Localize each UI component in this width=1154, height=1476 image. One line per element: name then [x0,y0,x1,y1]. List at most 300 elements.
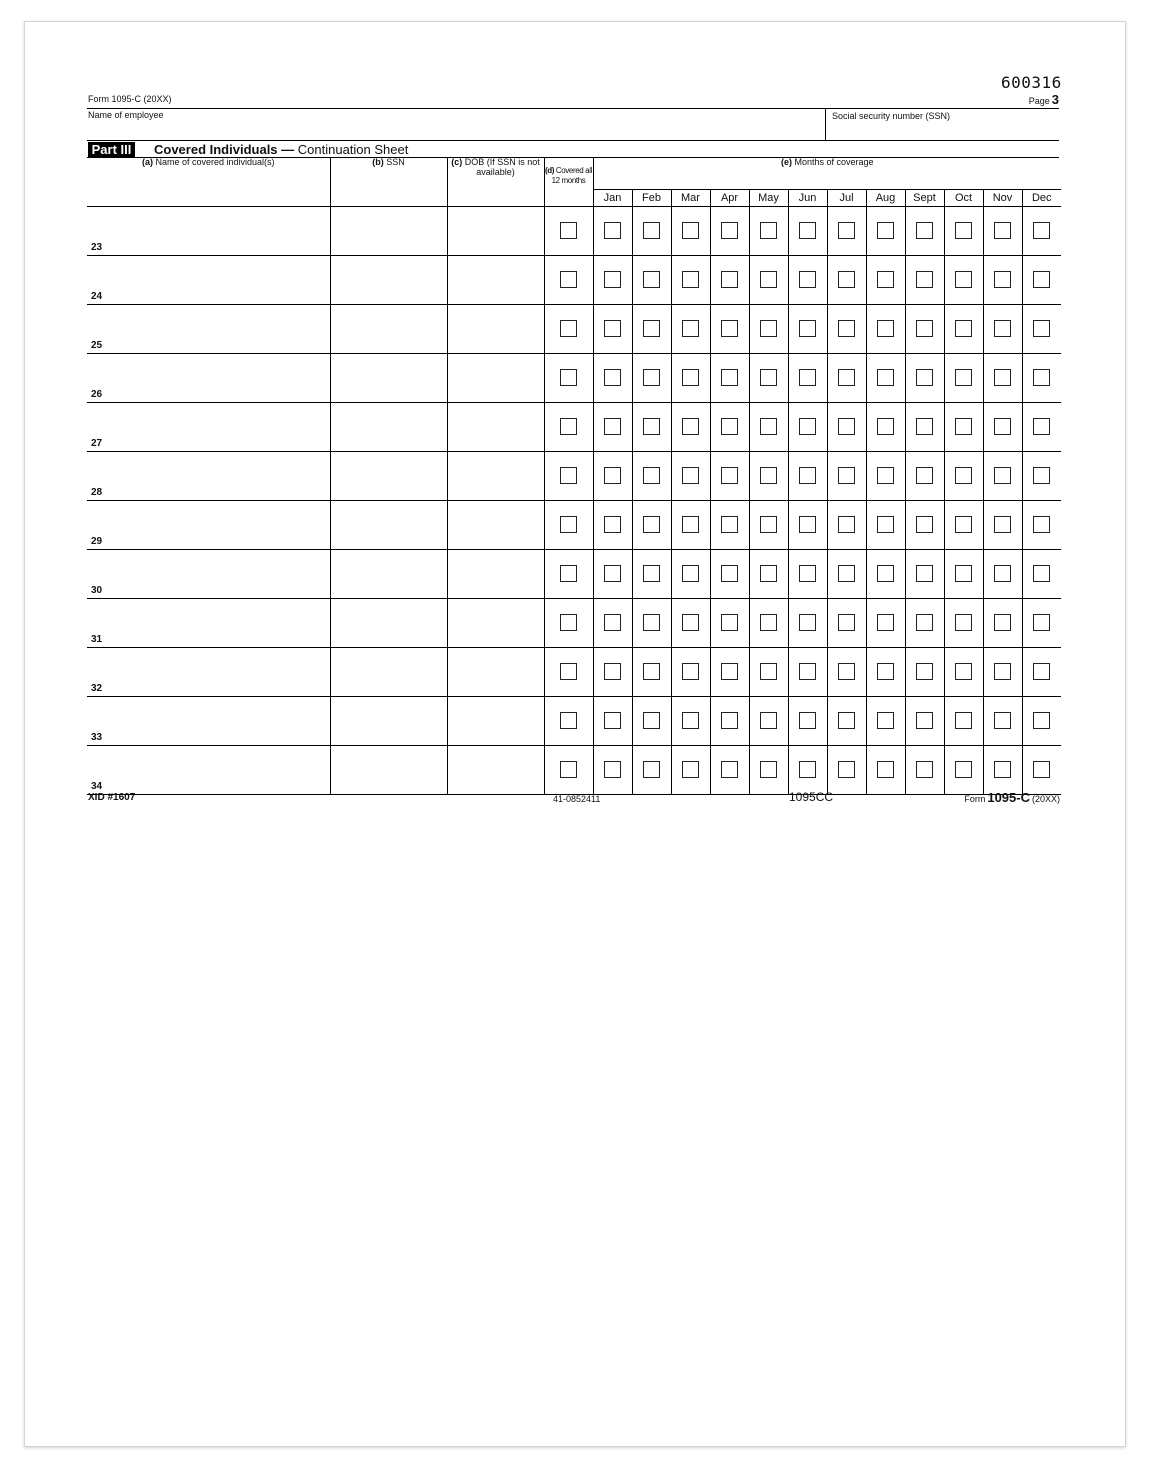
month-checkbox-dec[interactable] [1033,467,1050,484]
month-checkbox-nov[interactable] [994,369,1011,386]
month-cell-sept [905,647,944,696]
month-checkbox-sept[interactable] [916,467,933,484]
month-checkbox-dec[interactable] [1033,222,1050,239]
part-title-sub: Continuation Sheet [294,142,409,157]
month-checkbox-jan[interactable] [604,320,621,337]
month-cell-oct [944,451,983,500]
month-checkbox-oct[interactable] [955,320,972,337]
month-cell-apr [710,745,749,794]
month-cell-jun [788,745,827,794]
month-checkbox-apr[interactable] [721,222,738,239]
covered-name-field[interactable] [87,255,330,304]
covered-dob-field[interactable] [447,353,544,402]
month-cell-feb [632,206,671,255]
month-checkbox-jul[interactable] [838,565,855,582]
month-checkbox-jun[interactable] [799,663,816,680]
month-cell-apr [710,451,749,500]
month-checkbox-feb[interactable] [643,614,660,631]
covered-dob-field[interactable] [447,696,544,745]
month-checkbox-sept[interactable] [916,761,933,778]
month-checkbox-feb[interactable] [643,222,660,239]
month-checkbox-may[interactable] [760,565,777,582]
month-cell-jan [593,255,632,304]
month-cell-jul [827,500,866,549]
month-checkbox-jun[interactable] [799,320,816,337]
month-cell-apr [710,304,749,353]
month-checkbox-jan[interactable] [604,467,621,484]
month-checkbox-feb[interactable] [643,418,660,435]
month-checkbox-feb[interactable] [643,467,660,484]
month-cell-may [749,598,788,647]
month-checkbox-oct[interactable] [955,565,972,582]
month-checkbox-jan[interactable] [604,614,621,631]
column-header-months: (e) Months of coverage [593,157,1061,189]
covered-ssn-field[interactable] [330,402,447,451]
month-checkbox-jan[interactable] [604,418,621,435]
month-cell-nov [983,500,1022,549]
month-checkbox-nov[interactable] [994,320,1011,337]
month-cell-dec [1022,255,1061,304]
covered-dob-field[interactable] [447,255,544,304]
covered-dob-field[interactable] [447,451,544,500]
covered-all-12-checkbox[interactable] [560,222,577,239]
month-checkbox-may[interactable] [760,320,777,337]
column-header-ssn: (b) SSN [330,157,447,206]
covered-all-12-cell [544,402,593,451]
month-cell-jan [593,549,632,598]
month-checkbox-sept[interactable] [916,369,933,386]
month-checkbox-apr[interactable] [721,516,738,533]
month-checkbox-apr[interactable] [721,663,738,680]
month-checkbox-mar[interactable] [682,614,699,631]
month-header-jan: Jan [593,189,632,206]
month-checkbox-nov[interactable] [994,761,1011,778]
month-cell-oct [944,206,983,255]
month-cell-oct [944,402,983,451]
month-checkbox-nov[interactable] [994,222,1011,239]
month-checkbox-sept[interactable] [916,320,933,337]
table-row [87,255,1061,304]
covered-dob-field[interactable] [447,500,544,549]
covered-name-field[interactable] [87,206,330,255]
month-checkbox-mar[interactable] [682,369,699,386]
month-checkbox-sept[interactable] [916,712,933,729]
month-checkbox-nov[interactable] [994,614,1011,631]
month-checkbox-may[interactable] [760,271,777,288]
covered-name-field[interactable] [87,402,330,451]
month-checkbox-jun[interactable] [799,222,816,239]
month-checkbox-jun[interactable] [799,565,816,582]
page-number: 3 [1051,92,1059,107]
covered-all-12-checkbox[interactable] [560,565,577,582]
month-checkbox-aug[interactable] [877,516,894,533]
covered-name-field[interactable] [87,451,330,500]
month-cell-feb [632,696,671,745]
month-checkbox-jul[interactable] [838,369,855,386]
covered-ssn-field[interactable] [330,647,447,696]
month-cell-jan [593,500,632,549]
month-checkbox-oct[interactable] [955,271,972,288]
month-checkbox-nov[interactable] [994,565,1011,582]
month-cell-aug [866,745,905,794]
row-number: 25 [91,339,103,351]
month-checkbox-mar[interactable] [682,663,699,680]
covered-dob-field[interactable] [447,598,544,647]
month-cell-dec [1022,598,1061,647]
month-cell-may [749,745,788,794]
month-checkbox-aug[interactable] [877,320,894,337]
month-cell-apr [710,255,749,304]
month-checkbox-apr[interactable] [721,614,738,631]
month-cell-apr [710,500,749,549]
month-checkbox-jul[interactable] [838,761,855,778]
month-checkbox-may[interactable] [760,222,777,239]
month-checkbox-jul[interactable] [838,516,855,533]
month-checkbox-dec[interactable] [1033,614,1050,631]
month-checkbox-jul[interactable] [838,320,855,337]
form-reference: Form 1095-C (20XX) [88,94,172,104]
month-checkbox-nov[interactable] [994,418,1011,435]
month-cell-jun [788,206,827,255]
covered-dob-field[interactable] [447,647,544,696]
covered-name-field[interactable] [87,696,330,745]
month-cell-oct [944,696,983,745]
covered-ssn-field[interactable] [330,304,447,353]
covered-dob-field[interactable] [447,206,544,255]
month-checkbox-mar[interactable] [682,712,699,729]
covered-name-field[interactable] [87,647,330,696]
month-checkbox-aug[interactable] [877,761,894,778]
covered-all-12-cell [544,304,593,353]
month-checkbox-feb[interactable] [643,369,660,386]
month-checkbox-dec[interactable] [1033,516,1050,533]
month-checkbox-may[interactable] [760,418,777,435]
covered-dob-field[interactable] [447,549,544,598]
month-checkbox-apr[interactable] [721,418,738,435]
month-checkbox-jul[interactable] [838,271,855,288]
month-checkbox-jul[interactable] [838,222,855,239]
row-number: 33 [91,731,103,743]
month-cell-feb [632,745,671,794]
covered-ssn-field[interactable] [330,598,447,647]
month-checkbox-feb[interactable] [643,516,660,533]
month-checkbox-nov[interactable] [994,271,1011,288]
month-checkbox-feb[interactable] [643,663,660,680]
month-checkbox-aug[interactable] [877,418,894,435]
month-checkbox-jun[interactable] [799,761,816,778]
month-checkbox-nov[interactable] [994,516,1011,533]
month-checkbox-mar[interactable] [682,467,699,484]
covered-name-field[interactable] [87,598,330,647]
month-header-oct: Oct [944,189,983,206]
month-checkbox-oct[interactable] [955,516,972,533]
month-checkbox-jan[interactable] [604,761,621,778]
month-checkbox-jan[interactable] [604,565,621,582]
month-cell-jul [827,255,866,304]
month-checkbox-feb[interactable] [643,271,660,288]
covered-ssn-field[interactable] [330,696,447,745]
month-cell-jul [827,696,866,745]
month-checkbox-oct[interactable] [955,418,972,435]
employee-name-label: Name of employee [88,110,164,120]
month-checkbox-dec[interactable] [1033,565,1050,582]
month-checkbox-jan[interactable] [604,663,621,680]
row-number: 28 [91,486,103,498]
covered-all-12-checkbox[interactable] [560,418,577,435]
month-cell-aug [866,598,905,647]
month-checkbox-jun[interactable] [799,712,816,729]
month-cell-aug [866,647,905,696]
covered-ssn-field[interactable] [330,451,447,500]
month-cell-mar [671,402,710,451]
month-checkbox-jul[interactable] [838,712,855,729]
month-checkbox-jun[interactable] [799,614,816,631]
month-checkbox-mar[interactable] [682,320,699,337]
month-checkbox-aug[interactable] [877,271,894,288]
month-cell-may [749,500,788,549]
month-checkbox-may[interactable] [760,467,777,484]
covered-ssn-field[interactable] [330,206,447,255]
month-checkbox-aug[interactable] [877,712,894,729]
table-row [87,353,1061,402]
month-checkbox-aug[interactable] [877,565,894,582]
month-checkbox-sept[interactable] [916,663,933,680]
month-checkbox-apr[interactable] [721,320,738,337]
month-checkbox-oct[interactable] [955,222,972,239]
header-divider [825,108,826,141]
covered-ssn-field[interactable] [330,353,447,402]
month-cell-apr [710,696,749,745]
month-checkbox-may[interactable] [760,369,777,386]
month-checkbox-jan[interactable] [604,222,621,239]
month-cell-dec [1022,549,1061,598]
month-checkbox-jun[interactable] [799,516,816,533]
month-checkbox-aug[interactable] [877,467,894,484]
month-checkbox-oct[interactable] [955,712,972,729]
month-checkbox-sept[interactable] [916,565,933,582]
table-row [87,451,1061,500]
month-checkbox-jan[interactable] [604,712,621,729]
month-checkbox-sept[interactable] [916,418,933,435]
month-checkbox-dec[interactable] [1033,761,1050,778]
month-checkbox-mar[interactable] [682,516,699,533]
month-checkbox-feb[interactable] [643,320,660,337]
column-header-dob: (c) DOB (If SSN is not available) [447,157,544,206]
month-cell-sept [905,745,944,794]
month-checkbox-oct[interactable] [955,761,972,778]
month-cell-dec [1022,451,1061,500]
month-checkbox-jul[interactable] [838,418,855,435]
month-header-apr: Apr [710,189,749,206]
month-checkbox-jun[interactable] [799,369,816,386]
month-checkbox-may[interactable] [760,516,777,533]
month-checkbox-oct[interactable] [955,663,972,680]
covered-ssn-field[interactable] [330,255,447,304]
month-header-dec: Dec [1022,189,1061,206]
part-title [154,142,408,157]
month-checkbox-aug[interactable] [877,614,894,631]
covered-name-field[interactable] [87,745,330,794]
month-checkbox-feb[interactable] [643,565,660,582]
covered-all-12-checkbox[interactable] [560,467,577,484]
month-checkbox-dec[interactable] [1033,271,1050,288]
month-cell-sept [905,255,944,304]
month-checkbox-mar[interactable] [682,565,699,582]
month-cell-feb [632,304,671,353]
row-number: 23 [91,241,103,253]
month-cell-dec [1022,206,1061,255]
month-cell-jan [593,402,632,451]
month-checkbox-apr[interactable] [721,712,738,729]
month-cell-sept [905,206,944,255]
month-checkbox-sept[interactable] [916,271,933,288]
month-checkbox-mar[interactable] [682,761,699,778]
month-cell-nov [983,647,1022,696]
month-cell-sept [905,402,944,451]
covered-all-12-cell [544,451,593,500]
month-checkbox-may[interactable] [760,614,777,631]
month-cell-aug [866,255,905,304]
month-cell-mar [671,745,710,794]
month-cell-mar [671,500,710,549]
month-checkbox-may[interactable] [760,761,777,778]
month-cell-sept [905,500,944,549]
month-cell-dec [1022,402,1061,451]
month-header-jul: Jul [827,189,866,206]
month-cell-jan [593,353,632,402]
month-cell-feb [632,402,671,451]
month-checkbox-jul[interactable] [838,663,855,680]
footer-form-name: Form 1095-C (20XX) [964,790,1060,805]
month-checkbox-apr[interactable] [721,369,738,386]
footer-xid: XID #1607 [88,792,136,803]
month-checkbox-apr[interactable] [721,565,738,582]
month-checkbox-aug[interactable] [877,663,894,680]
month-cell-feb [632,647,671,696]
covered-all-12-checkbox[interactable] [560,614,577,631]
month-checkbox-mar[interactable] [682,271,699,288]
month-cell-aug [866,402,905,451]
month-cell-nov [983,696,1022,745]
covered-name-field[interactable] [87,500,330,549]
month-cell-may [749,647,788,696]
covered-name-field[interactable] [87,304,330,353]
month-checkbox-may[interactable] [760,663,777,680]
month-checkbox-nov[interactable] [994,663,1011,680]
month-checkbox-sept[interactable] [916,516,933,533]
month-checkbox-jun[interactable] [799,271,816,288]
month-checkbox-aug[interactable] [877,222,894,239]
month-cell-jun [788,647,827,696]
covered-all-12-checkbox[interactable] [560,320,577,337]
covered-dob-field[interactable] [447,402,544,451]
month-checkbox-apr[interactable] [721,271,738,288]
covered-all-12-cell [544,206,593,255]
month-header-aug: Aug [866,189,905,206]
covered-all-12-cell [544,598,593,647]
month-checkbox-oct[interactable] [955,369,972,386]
month-checkbox-apr[interactable] [721,761,738,778]
month-checkbox-sept[interactable] [916,614,933,631]
month-cell-nov [983,745,1022,794]
covered-ssn-field[interactable] [330,549,447,598]
month-checkbox-oct[interactable] [955,467,972,484]
month-checkbox-feb[interactable] [643,712,660,729]
table-row [87,598,1061,647]
month-cell-aug [866,206,905,255]
month-checkbox-jun[interactable] [799,418,816,435]
month-checkbox-dec[interactable] [1033,712,1050,729]
row-number: 27 [91,437,103,449]
month-checkbox-jun[interactable] [799,467,816,484]
covered-all-12-checkbox[interactable] [560,663,577,680]
month-checkbox-dec[interactable] [1033,320,1050,337]
month-checkbox-sept[interactable] [916,222,933,239]
covered-all-12-cell [544,696,593,745]
covered-all-12-checkbox[interactable] [560,761,577,778]
part-title-main: Covered Individuals — [154,142,295,157]
month-checkbox-nov[interactable] [994,712,1011,729]
month-cell-mar [671,696,710,745]
month-checkbox-dec[interactable] [1033,418,1050,435]
month-checkbox-may[interactable] [760,712,777,729]
month-cell-oct [944,549,983,598]
month-checkbox-dec[interactable] [1033,369,1050,386]
covered-ssn-field[interactable] [330,745,447,794]
month-cell-nov [983,206,1022,255]
month-cell-feb [632,549,671,598]
covered-all-12-checkbox[interactable] [560,271,577,288]
month-cell-jun [788,451,827,500]
month-checkbox-jul[interactable] [838,467,855,484]
month-checkbox-oct[interactable] [955,614,972,631]
covered-dob-field[interactable] [447,304,544,353]
month-checkbox-mar[interactable] [682,222,699,239]
month-checkbox-jan[interactable] [604,516,621,533]
month-checkbox-jan[interactable] [604,369,621,386]
table-row [87,500,1061,549]
month-cell-oct [944,353,983,402]
month-cell-aug [866,451,905,500]
covered-dob-field[interactable] [447,745,544,794]
month-cell-dec [1022,500,1061,549]
month-cell-feb [632,500,671,549]
month-cell-jun [788,353,827,402]
month-checkbox-mar[interactable] [682,418,699,435]
covered-all-12-checkbox[interactable] [560,369,577,386]
month-checkbox-dec[interactable] [1033,663,1050,680]
covered-all-12-checkbox[interactable] [560,516,577,533]
month-checkbox-aug[interactable] [877,369,894,386]
month-checkbox-apr[interactable] [721,467,738,484]
month-checkbox-jul[interactable] [838,614,855,631]
name-field-rule [87,140,1059,141]
covered-all-12-cell [544,745,593,794]
covered-all-12-checkbox[interactable] [560,712,577,729]
month-cell-may [749,696,788,745]
month-checkbox-feb[interactable] [643,761,660,778]
month-cell-jul [827,745,866,794]
covered-name-field[interactable] [87,549,330,598]
covered-name-field[interactable] [87,353,330,402]
month-checkbox-nov[interactable] [994,467,1011,484]
month-cell-jan [593,451,632,500]
covered-ssn-field[interactable] [330,500,447,549]
month-cell-may [749,304,788,353]
month-checkbox-jan[interactable] [604,271,621,288]
row-number: 29 [91,535,103,547]
month-header-nov: Nov [983,189,1022,206]
